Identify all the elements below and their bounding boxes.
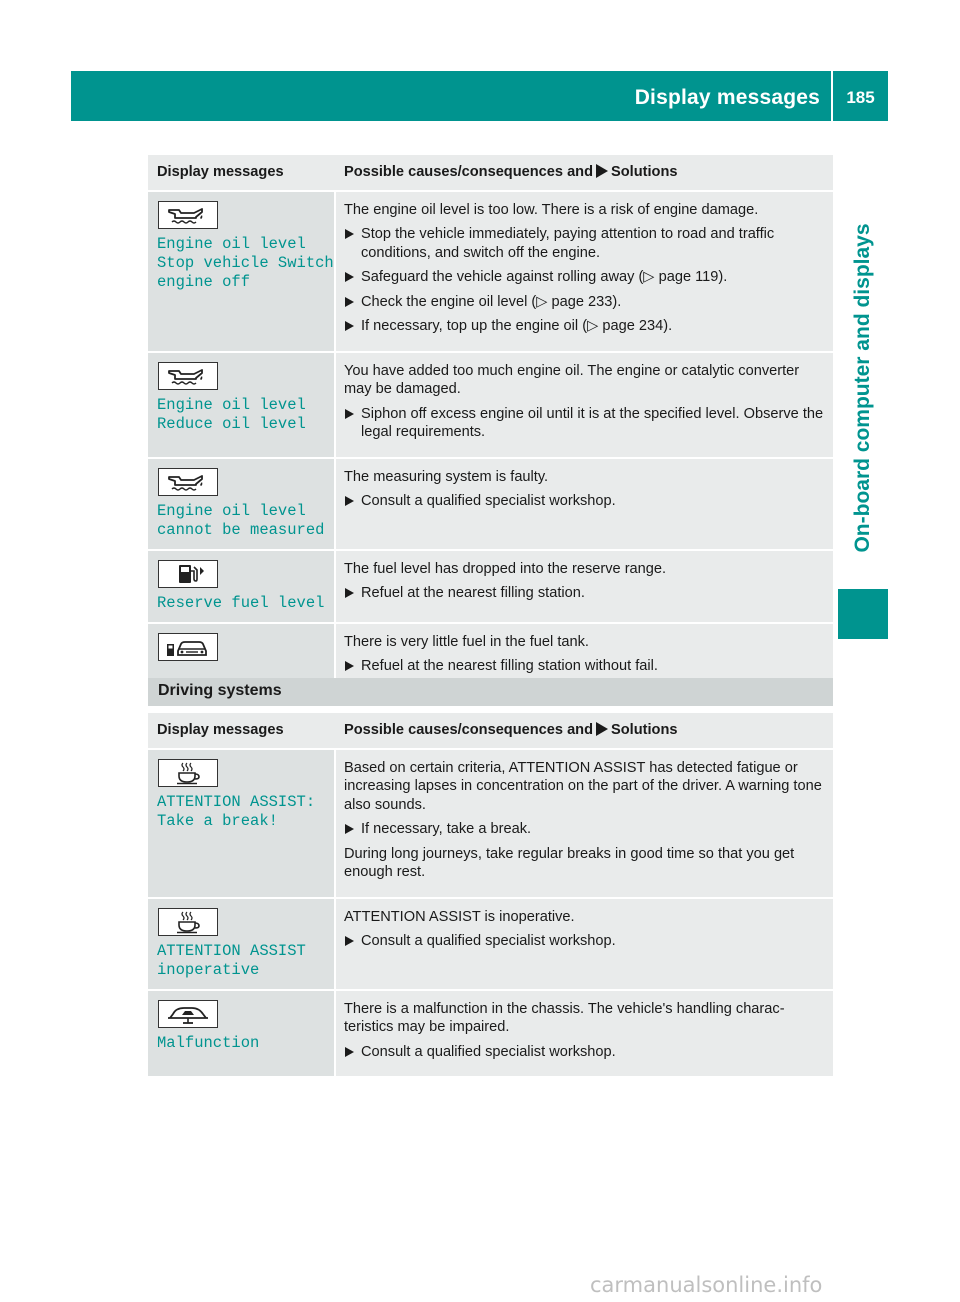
display-message-text: Engine oil level Stop vehicle Switch engine off (157, 234, 334, 291)
display-message-cell (148, 749, 335, 898)
display-message-cell (148, 458, 335, 550)
display-message-text: ATTENTION ASSIST inoperative (157, 941, 306, 979)
display-message-text: Malfunction (157, 1033, 260, 1052)
causes-solutions-cell (335, 352, 833, 458)
header-title: Display messages (634, 86, 820, 109)
cause-text: There is very little fuel in the fuel tank. (344, 633, 589, 650)
col-header-causes: Possible causes/consequences and Solutions (335, 155, 833, 191)
fuel-pump-icon (158, 560, 218, 588)
display-message-text: ATTENTION ASSIST: Take a break! (157, 792, 316, 830)
causes-solutions-cell (335, 191, 833, 352)
fuel-car-icon (158, 633, 218, 661)
table-row (148, 990, 833, 1078)
solution-step: Check the engine oil level (▷ page 233). (344, 293, 825, 312)
display-message-cell (148, 550, 335, 623)
watermark: carmanualsonline.info (590, 1273, 823, 1297)
oil-can-icon (158, 201, 218, 229)
table-row (148, 458, 833, 550)
col-header-causes: Possible causes/consequences and Solutions (335, 713, 833, 749)
table-row (148, 191, 833, 352)
solution-step: Consult a qualified specialist workshop. (344, 492, 825, 511)
page-number: 185 (846, 88, 875, 107)
display-message-cell (148, 990, 335, 1078)
col-header-display: Display messages (148, 713, 335, 749)
cause-text: Based on certain criteria, ATTENTION ASSIST has detected fatigue or increasing lapses in concentration on the part of the driver. A warning tone also sounds. (344, 759, 822, 813)
car-chassis-icon (158, 1000, 218, 1028)
coffee-cup-icon (158, 759, 218, 787)
solution-step: If necessary, top up the engine oil (▷ page 234). (344, 317, 825, 336)
solution-step: Stop the vehicle immediately, paying attention to road and traffic conditions, and switch off the engine. (344, 225, 825, 262)
cause-text: The engine oil level is too low. There is a risk of engine damage. (344, 201, 759, 218)
note-text: During long journeys, take regular breaks in good time so that you get enough rest. (344, 845, 795, 880)
display-message-cell (148, 898, 335, 990)
causes-solutions-cell (335, 990, 833, 1078)
cause-text: The measuring system is faulty. (344, 468, 549, 485)
coffee-cup-icon (158, 908, 218, 936)
solution-step: Consult a qualified specialist workshop. (344, 1043, 825, 1062)
oil-can-icon (158, 362, 218, 390)
arrow-icon (596, 164, 608, 178)
display-message-cell (148, 352, 335, 458)
cause-text: ATTENTION ASSIST is inoperative. (344, 908, 575, 925)
section-driving-systems (148, 678, 833, 706)
causes-solutions-cell (335, 898, 833, 990)
oil-can-icon (158, 468, 218, 496)
cause-text: There is a malfunction in the chassis. The vehicle's handling charac-teristics may be impaired. (344, 1000, 785, 1035)
solution-step: Refuel at the nearest filling station without fail. (344, 657, 825, 676)
cause-text: You have added too much engine oil. The engine or catalytic converter may be damaged. (344, 362, 800, 397)
engine-fuel-table (148, 155, 833, 693)
display-message-text: Engine oil level Reduce oil level (157, 395, 306, 433)
solution-step: Siphon off excess engine oil until it is at the specified level. Observe the legal requirements. (344, 405, 825, 442)
causes-solutions-cell (335, 458, 833, 550)
side-tab-label: On-board computer and displays (851, 223, 874, 553)
causes-solutions-cell (335, 550, 833, 623)
display-message-cell (148, 191, 335, 352)
section-title: Driving systems (158, 682, 282, 699)
solution-step: If necessary, take a break. (344, 820, 825, 839)
solution-step: Refuel at the nearest filling station. (344, 584, 825, 603)
cause-text: The fuel level has dropped into the reserve range. (344, 560, 667, 577)
display-message-text: Engine oil level cannot be measured (157, 501, 325, 539)
table-row (148, 898, 833, 990)
solution-step: Consult a qualified specialist workshop. (344, 932, 825, 951)
side-tab-marker (838, 589, 888, 639)
solution-step: Safeguard the vehicle against rolling away (▷ page 119). (344, 268, 825, 287)
table-row (148, 749, 833, 898)
table-row (148, 352, 833, 458)
header-bar (71, 71, 888, 121)
side-tab (838, 188, 888, 588)
display-message-text: Reserve fuel level (157, 593, 325, 612)
table-row (148, 550, 833, 623)
arrow-icon (596, 722, 608, 736)
causes-solutions-cell (335, 749, 833, 898)
driving-systems-table (148, 713, 833, 1078)
col-header-display: Display messages (148, 155, 335, 191)
